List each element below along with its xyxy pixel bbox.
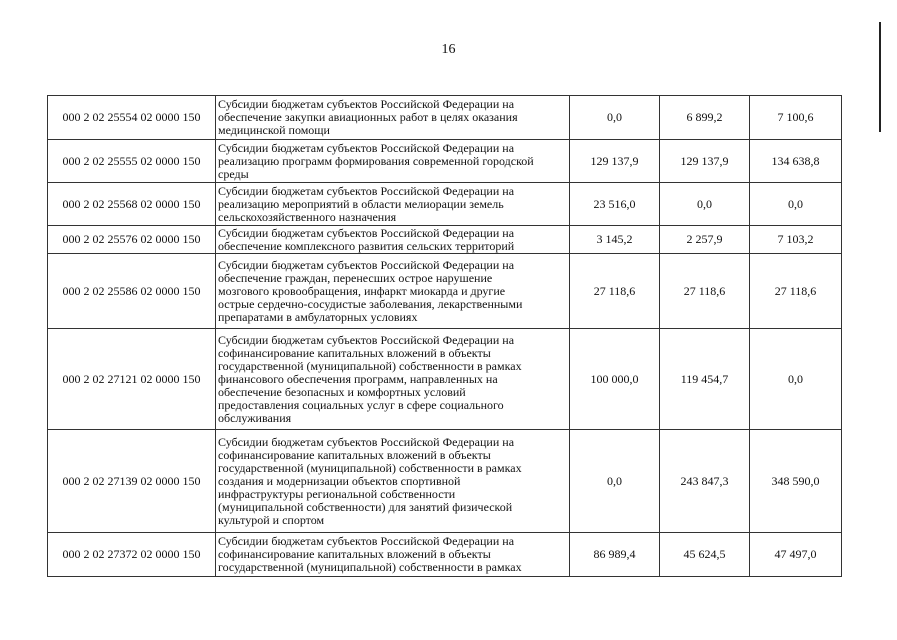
amount-cell-2: 119 454,7 <box>660 329 750 430</box>
amount-cell-2: 243 847,3 <box>660 430 750 533</box>
description-line: государственной (муниципальной) собственности в рамках <box>218 358 522 373</box>
table-row <box>48 430 842 533</box>
description-cell <box>216 430 570 533</box>
amount-cell-2: 6 899,2 <box>660 96 750 140</box>
budget-code-cell: 000 2 02 25576 02 0000 150 <box>48 226 216 254</box>
amount-cell-1: 86 989,4 <box>570 533 660 577</box>
description-line: обеспечение комплексного развития сельских территорий <box>218 238 515 253</box>
amount-cell-3: 47 497,0 <box>750 533 842 577</box>
description-line: обеспечение граждан, перенесших острое нарушение <box>218 270 493 285</box>
budget-code-cell: 000 2 02 27139 02 0000 150 <box>48 430 216 533</box>
amount-cell-1: 0,0 <box>570 96 660 140</box>
table-row <box>48 96 842 140</box>
amount-cell-3: 348 590,0 <box>750 430 842 533</box>
description-line: финансового обеспечения программ, направленных на <box>218 371 498 386</box>
budget-code-cell: 000 2 02 25568 02 0000 150 <box>48 183 216 226</box>
description-line: Субсидии бюджетам субъектов Российской Федерации на <box>218 140 515 155</box>
description-line: Субсидии бюджетам субъектов Российской Федерации на <box>218 332 515 347</box>
amount-cell-3: 0,0 <box>750 183 842 226</box>
table-row <box>48 226 842 254</box>
description-cell <box>216 226 570 254</box>
description-line: (муниципальной собственности) для занятий физической <box>218 499 513 514</box>
amount-cell-1: 27 118,6 <box>570 254 660 329</box>
description-line: сельскохозяйственного назначения <box>218 209 397 224</box>
amount-cell-2: 27 118,6 <box>660 254 750 329</box>
amount-cell-3: 27 118,6 <box>750 254 842 329</box>
description-line: софинансирование капитальных вложений в объекты <box>218 547 491 561</box>
description-cell <box>216 140 570 183</box>
description-line: обеспечение закупки авиационных работ в целях оказания <box>218 110 518 124</box>
description-line: острые сердечно-сосудистые заболевания, лекарственными <box>218 296 523 311</box>
description-cell <box>216 183 570 226</box>
amount-cell-1: 100 000,0 <box>570 329 660 430</box>
description-cell <box>216 254 570 329</box>
page-number: 16 <box>441 42 456 57</box>
description-line: препаратами в амбулаторных условиях <box>218 309 418 324</box>
description-line: Субсидии бюджетам субъектов Российской Федерации на <box>218 534 515 548</box>
description-line: реализацию программ формирования современной городской <box>218 153 534 168</box>
description-line: софинансирование капитальных вложений в объекты <box>218 447 491 462</box>
description-line: среды <box>218 166 249 181</box>
amount-cell-2: 45 624,5 <box>660 533 750 577</box>
description-line: софинансирование капитальных вложений в объекты <box>218 345 491 360</box>
amount-cell-2: 2 257,9 <box>660 226 750 254</box>
description-line: обеспечение безопасных и комфортных условий <box>218 384 466 399</box>
budget-code-cell: 000 2 02 27121 02 0000 150 <box>48 329 216 430</box>
description-line: Субсидии бюджетам субъектов Российской Федерации на <box>218 183 515 198</box>
description-line: медицинской помощи <box>218 123 330 137</box>
table-row <box>48 254 842 329</box>
description-line: мозгового кровообращения, инфаркт миокарда и другие <box>218 283 506 298</box>
description-line: обслуживания <box>218 410 292 425</box>
budget-code-cell: 000 2 02 27372 02 0000 150 <box>48 533 216 577</box>
budget-code-cell: 000 2 02 25555 02 0000 150 <box>48 140 216 183</box>
amount-cell-1: 0,0 <box>570 430 660 533</box>
description-line: Субсидии бюджетам субъектов Российской Федерации на <box>218 97 515 111</box>
amount-cell-3: 134 638,8 <box>750 140 842 183</box>
description-line: предоставления социальных услуг в сфере социального <box>218 397 504 412</box>
budget-code-cell: 000 2 02 25554 02 0000 150 <box>48 96 216 140</box>
budget-table-body <box>48 96 842 577</box>
table-row <box>48 140 842 183</box>
amount-cell-2: 0,0 <box>660 183 750 226</box>
description-line: Субсидии бюджетам субъектов Российской Федерации на <box>218 225 515 240</box>
description-line: государственной (муниципальной) собственности в рамках <box>218 460 522 475</box>
description-cell <box>216 329 570 430</box>
amount-cell-3: 0,0 <box>750 329 842 430</box>
amount-cell-1: 129 137,9 <box>570 140 660 183</box>
table-row <box>48 183 842 226</box>
table-row <box>48 329 842 430</box>
budget-code-cell: 000 2 02 25586 02 0000 150 <box>48 254 216 329</box>
budget-table <box>47 95 842 577</box>
table-row <box>48 533 842 577</box>
description-cell <box>216 96 570 140</box>
description-line: Субсидии бюджетам субъектов Российской Федерации на <box>218 434 515 449</box>
description-line: государственной (муниципальной) собственности в рамках <box>218 560 522 574</box>
amount-cell-1: 3 145,2 <box>570 226 660 254</box>
description-line: Субсидии бюджетам субъектов Российской Федерации на <box>218 257 515 272</box>
amount-cell-3: 7 103,2 <box>750 226 842 254</box>
amount-cell-1: 23 516,0 <box>570 183 660 226</box>
amount-cell-2: 129 137,9 <box>660 140 750 183</box>
description-line: реализацию мероприятий в области мелиорации земель <box>218 196 504 211</box>
page-edge-line <box>879 22 881 132</box>
description-line: инфраструктуры региональной собственности <box>218 486 456 501</box>
description-cell <box>216 533 570 577</box>
description-line: культурой и спортом <box>218 512 325 527</box>
amount-cell-3: 7 100,6 <box>750 96 842 140</box>
description-line: создания и модернизации объектов спортивной <box>218 473 461 488</box>
